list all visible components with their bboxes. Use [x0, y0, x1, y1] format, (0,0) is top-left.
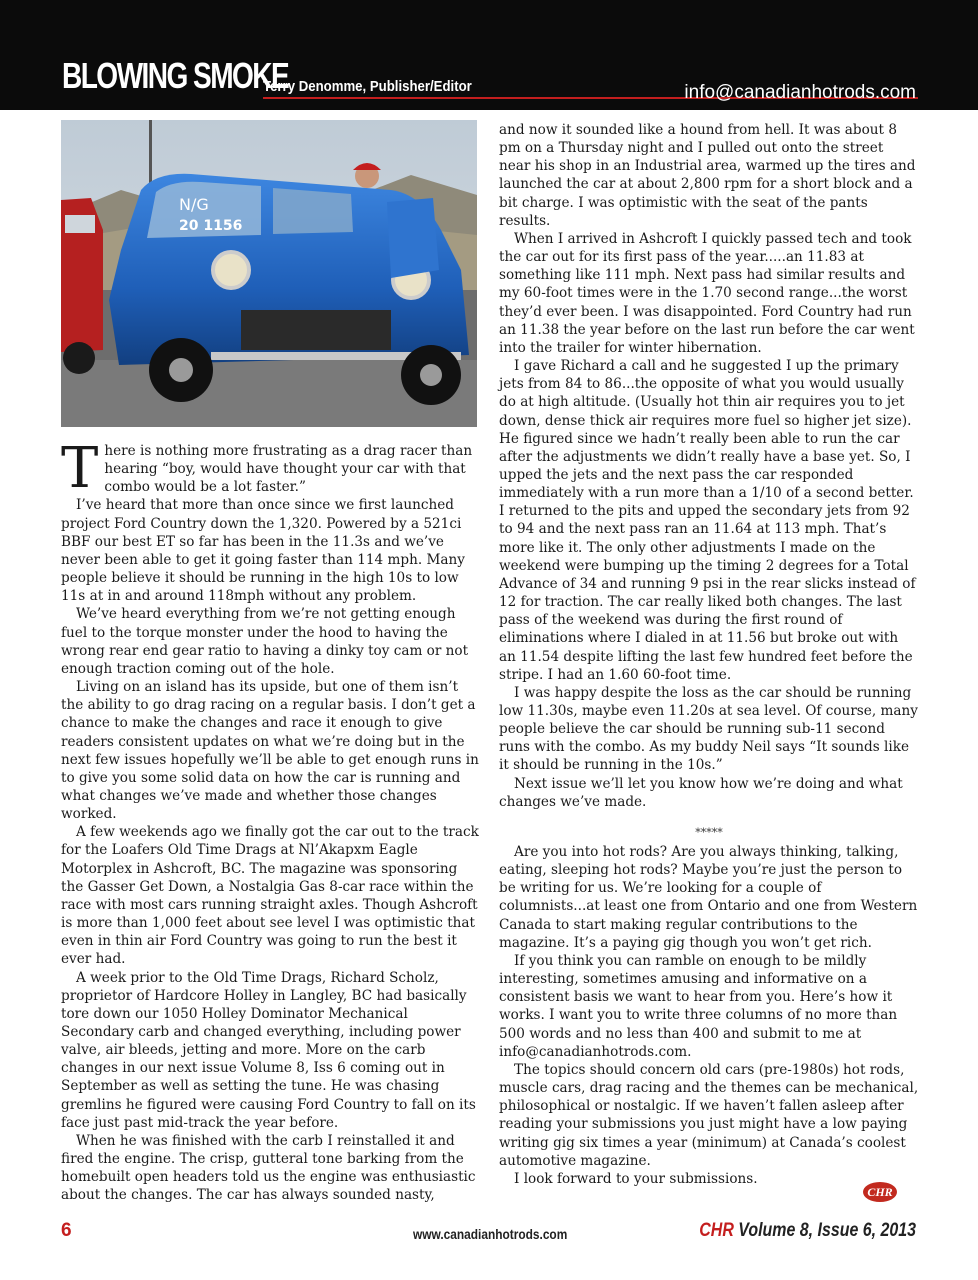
article-column-left — [61, 436, 481, 1205]
car-photo-illustration — [61, 120, 477, 427]
callout-paragraph: If you think you can ramble on enough to be mildly interesting, sometimes amusing and informative on a consistent basis we want to hear from you. Here’s how it works. I want you to write three columns of no more than 500 words and no less than 400 and submit to me at info@canadianhotrods.com. — [499, 952, 898, 1060]
article-paragraph: We’ve heard everything from we’re not getting enough fuel to the torque monster under the hood to having the wrong rear end gear ratio to having a dinky toy cam or not enough traction coming out of the hole. — [61, 606, 469, 677]
article-paragraph-1 — [61, 436, 481, 501]
article-paragraph: Next issue we’ll let you know how we’re doing and what changes we’ve made. — [499, 775, 903, 810]
author-byline: Terry Denomme, Publisher/Editor — [263, 78, 472, 95]
page-header — [0, 0, 978, 110]
chr-logo-icon: CHR — [863, 1182, 897, 1202]
header-email-link[interactable]: info@canadianhotrods.com — [684, 82, 916, 103]
article-paragraph: When I arrived in Ashcroft I quickly passed tech and took the car out for its first pass of the year.....an 11.83 at something like 111 mph. Next pass had similar results and my 60-foot times were in the 1.70 second range...the worst they’d ever been. I was disappointed. Ford Country had run an 11.38 the year before on the last run before the car went into the trailer for winter hibernation. — [499, 230, 915, 356]
window-lettering-class: N/G — [179, 195, 209, 214]
article-paragraph: A week prior to the Old Time Drags, Richard Scholz, proprietor of Hardcore Holley in Langley, BC had basically tore down our 1050 Holley Dominator Mechanical Secondary carb and changed everything, including power valve, air bleeds, jetting and more. More on the carb changes in our next issue Volume 8, Iss 6 coming out in September as well as setting the tune. He was chasing gremlins he figured were causing Ford Country to fall on its face just past mid-track the year before. — [61, 969, 476, 1131]
article-paragraph: A few weekends ago we finally got the car out to the track for the Loafers Old Time Drags at Nl’Akapxm Eagle Motorplex in Ashcroft, BC. The magazine was sponsoring the Gasser Get Down, a Nostalgia Gas 8-car race within the race with most cars running straight axles. Though Ashcroft is more than 1,000 feet about see level I was optimistic that even in thin air Ford Country was going to run the best it ever had. — [61, 824, 479, 968]
article-paragraph: I’ve heard that more than once since we first launched project Ford Country down the 1,320. Powered by a 521ci BBF our best ET so far has been in the 11.3s and we’ve never been able to get it going faster than 114 mph. Many people believe it should be running in the high 10s to low 11s at in and around 118mph without any problem. — [61, 497, 465, 605]
writers-callout — [499, 843, 919, 1188]
footer-issue-info — [699, 1220, 916, 1242]
article-paragraph: I gave Richard a call and he suggested I up the primary jets from 84 to 86...the opposite of what you would usually do at high altitude. (Usually hot thin air requires you to jet down, dense thick air requires more fuel so higher jet size). He figured since we hadn’t really been able to run the car after the adjustments we didn’t really have a base yet. So, I upped the jets and the next pass the car responded immediately with a run more than a 1/10 of a second better. I returned to the pits and upped the secondary jets from 92 to 94 and the next pass ran an 11.64 at 113 mph. That’s more like it. The only other adjustments I made on the weekend were bumping up the timing 2 degrees for a Total Advance of 34 and running 9 psi in the rear slicks instead of 12 for traction. The car really liked both changes. The last pass of the weekend was during the first round of eliminations where I dialed in at 11.56 but broke out with an 11.54 despite lifting the last few hundred feet before the stripe. I had an 1.60 60-foot time. — [499, 358, 916, 683]
footer-issue-text: Volume 8, Issue 6, 2013 — [733, 1220, 916, 1241]
footer-website-link[interactable]: www.canadianhotrods.com — [413, 1226, 568, 1242]
page-number: 6 — [61, 1220, 72, 1241]
article-paragraph: Living on an island has its upside, but one of them isn’t the ability to go drag racing on a regular basis. I don’t get a chance to make the changes and race it enough to give readers consistent updates on what we’re doing but in the next few issues hopefully we’ll be able to get enough runs in to give you some solid data on how the car is running and what changes we’ve made and whether those changes worked. — [61, 679, 479, 823]
article-photo — [61, 120, 477, 427]
window-lettering-number: 20 1156 — [179, 218, 243, 234]
article-paragraph: When he was finished with the carb I reinstalled it and fired the engine. The crisp, gutteral tone barking from the homebuilt open headers told us the engine was enthusiastic about the changes. The car has always sounded nasty, — [61, 1132, 476, 1204]
drop-cap: T — [61, 436, 99, 501]
article-paragraph: I was happy despite the loss as the car should be running low 11.30s, maybe even 11.20s at sea level. Of course, many people believe the car should be running sub-11 second runs with the combo. As my buddy Neil says “It sounds like it should be running in the 10s.” — [499, 684, 918, 774]
callout-paragraph: I look forward to your submissions. — [514, 1170, 758, 1187]
callout-paragraph: Are you into hot rods? Are you always thinking, talking, eating, sleeping hot rods? Maybe you’re just the person to be writing for us. We’re looking for a couple of columnists...at least one from Ontario and one from Western Canada to start making regular contributions to the magazine. It’s a paying gig though you won’t get rich. — [499, 844, 918, 951]
article-paragraph-1-text: here is nothing more frustrating as a drag racer than hearing “boy, would have thought your car with that combo would be a lot faster.” — [104, 443, 473, 496]
section-separator: ***** — [695, 826, 723, 839]
footer-brand: CHR — [699, 1220, 734, 1241]
article-paragraph: and now it sounded like a hound from hell. It was about 8 pm on a Thursday night and I pulled out onto the street near his shop in an Industrial area, warmed up the tires and launched the car at about 2,800 rpm for a short block and a bit charge. I was optimistic with the seat of the pants results. — [499, 122, 916, 229]
article-column-right — [499, 121, 919, 811]
section-title: BLOWING SMOKE — [62, 55, 289, 96]
callout-paragraph: The topics should concern old cars (pre-1980s) hot rods, muscle cars, drag racing and the themes can be mechanical, philosophical or nostalgic. If we haven’t fallen asleep after reading your submissions you just might have a low paying writing gig six times a year (minimum) at Canada’s coolest automotive magazine. — [499, 1061, 919, 1169]
